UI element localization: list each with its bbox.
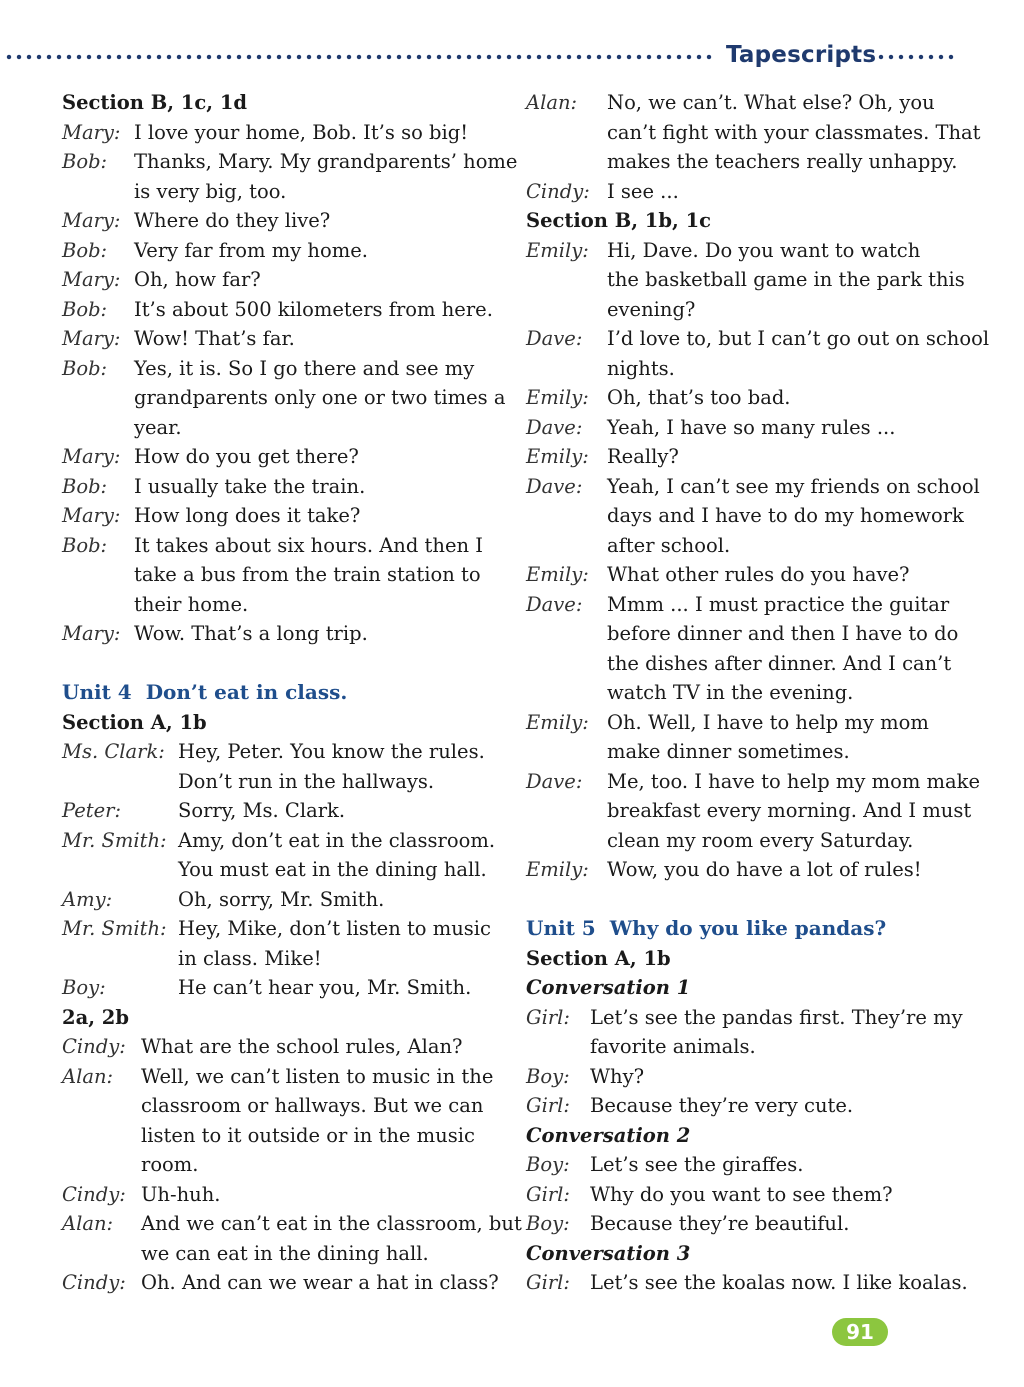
- speaker-name: Bob:: [62, 533, 108, 557]
- dialogue-line: I usually take the train.: [134, 474, 366, 498]
- dialogue-line: the dishes after dinner. And I can’t: [607, 651, 952, 675]
- dialogue-line: can’t fight with your classmates. That: [607, 120, 981, 144]
- speaker-name: Dave:: [526, 769, 583, 793]
- speaker-name: Mr. Smith:: [62, 917, 167, 940]
- speaker-name: Emily:: [526, 238, 589, 262]
- speaker-name: Boy:: [526, 1064, 570, 1088]
- speaker-name: Cindy:: [526, 179, 590, 203]
- dialogue-line: Where do they live?: [134, 209, 331, 232]
- dialogue-line: I’d love to, but I can’t go out on school: [607, 327, 990, 350]
- speaker-name: Emily:: [526, 563, 589, 586]
- dialogue-line: Let’s see the pandas first. They’re my: [590, 1005, 963, 1029]
- dialogue-line: Hey, Mike, don’t listen to music: [178, 917, 491, 940]
- speaker-name: Boy:: [526, 1153, 570, 1176]
- dialogue-line: Sorry, Ms. Clark.: [178, 799, 346, 822]
- dialogue-line: Amy, don’t eat in the classroom.: [178, 828, 496, 852]
- dialogue-line: favorite animals.: [590, 1035, 756, 1058]
- dialogue-line: before dinner and then I have to do: [607, 622, 959, 645]
- dialogue-line: Yeah, I can’t see my friends on school: [607, 474, 980, 498]
- section-heading: 2a, 2b: [62, 1005, 129, 1029]
- dotted-rule-right: [876, 54, 954, 60]
- dialogue-line: No, we can’t. What else? Oh, you: [607, 91, 935, 114]
- dialogue-line: in class. Mike!: [178, 946, 322, 970]
- dialogue-line: after school.: [607, 533, 731, 557]
- speaker-name: Bob:: [62, 356, 108, 380]
- dialogue-line: Oh. And can we wear a hat in class?: [141, 1271, 499, 1294]
- dialogue-line: Let’s see the koalas now. I like koalas.: [590, 1271, 968, 1294]
- unit-title: Don’t eat in class.: [145, 680, 348, 704]
- dialogue-line: How do you get there?: [134, 445, 359, 468]
- speaker-name: Mary:: [62, 268, 121, 291]
- speaker-name: Emily:: [526, 386, 589, 409]
- dialogue-line: clean my room every Saturday.: [607, 828, 914, 852]
- dialogue-line: Very far from my home.: [134, 238, 368, 262]
- speaker-name: Dave:: [526, 415, 583, 439]
- unit-heading: [62, 678, 347, 708]
- speaker-name: Mary:: [62, 327, 121, 350]
- speaker-name: Bob:: [62, 297, 108, 321]
- dialogue-line: Thanks, Mary. My grandparents’ home: [134, 150, 518, 173]
- page-number: 91: [832, 1318, 888, 1346]
- dialogue-line: classroom or hallways. But we can: [141, 1094, 484, 1117]
- speaker-name: Cindy:: [62, 1182, 126, 1206]
- dialogue-line: Me, too. I have to help my mom make: [607, 769, 981, 793]
- dialogue-line: Let’s see the giraffes.: [590, 1153, 804, 1176]
- dialogue-line: It’s about 500 kilometers from here.: [134, 297, 493, 321]
- section-heading: Section A, 1b: [526, 946, 671, 970]
- dialogue-line: their home.: [134, 592, 249, 616]
- speaker-name: Cindy:: [62, 1035, 126, 1058]
- section-heading: Section A, 1b: [62, 710, 207, 734]
- dialogue-line: Why do you want to see them?: [590, 1182, 893, 1206]
- dialogue-line: You must eat in the dining hall.: [178, 858, 487, 881]
- speaker-name: Dave:: [526, 592, 583, 616]
- dialogue-line: we can eat in the dining hall.: [141, 1241, 429, 1265]
- dialogue-line: Wow! That’s far.: [134, 327, 295, 350]
- page-header: [0, 40, 1024, 76]
- conversation-heading: Conversation 2: [526, 1123, 691, 1147]
- unit-label: Unit 5: [526, 916, 596, 940]
- speaker-name: Bob:: [62, 238, 108, 262]
- speaker-name: Bob:: [62, 474, 108, 498]
- dialogue-line: It takes about six hours. And then I: [134, 533, 483, 557]
- speaker-name: Dave:: [526, 474, 583, 498]
- speaker-name: Girl:: [526, 1005, 570, 1029]
- dialogue-line: Mmm ... I must practice the guitar: [607, 592, 950, 616]
- dialogue-line: the basketball game in the park this: [607, 268, 965, 291]
- conversation-heading: Conversation 1: [526, 976, 691, 999]
- unit-heading: [526, 914, 886, 944]
- speaker-name: Mary:: [62, 445, 121, 468]
- speaker-name: Emily:: [526, 445, 589, 468]
- dotted-rule-left: [4, 54, 716, 60]
- speaker-name: Mary:: [62, 209, 121, 232]
- dialogue-line: is very big, too.: [134, 179, 287, 203]
- dialogue-line: listen to it outside or in the music: [141, 1123, 475, 1147]
- speaker-name: Dave:: [526, 327, 583, 350]
- section-heading: Section B, 1c, 1d: [62, 91, 248, 114]
- dialogue-line: Wow. That’s a long trip.: [134, 622, 368, 645]
- dialogue-line: Really?: [607, 445, 679, 468]
- section-heading: Section B, 1b, 1c: [526, 209, 712, 232]
- unit-label: Unit 4: [62, 680, 132, 704]
- speaker-name: Mr. Smith:: [62, 828, 167, 852]
- dialogue-line: Hi, Dave. Do you want to watch: [607, 238, 921, 262]
- dialogue-line: room.: [141, 1153, 199, 1176]
- speaker-name: Mary:: [62, 622, 121, 645]
- speaker-name: Alan:: [526, 91, 578, 114]
- speaker-name: Alan:: [62, 1064, 114, 1088]
- speaker-name: Boy:: [62, 976, 106, 999]
- dialogue-line: Why?: [590, 1064, 645, 1088]
- dialogue-line: Oh, sorry, Mr. Smith.: [178, 887, 385, 911]
- dialogue-line: breakfast every morning. And I must: [607, 799, 972, 822]
- speaker-name: Mary:: [62, 120, 121, 144]
- dialogue-line: How long does it take?: [134, 504, 361, 527]
- dialogue-line: watch TV in the evening.: [607, 681, 854, 704]
- header-title: Tapescripts: [726, 42, 877, 68]
- dialogue-line: He can’t hear you, Mr. Smith.: [178, 976, 472, 999]
- dialogue-line: Yes, it is. So I go there and see my: [134, 356, 475, 380]
- conversation-heading: Conversation 3: [526, 1241, 691, 1265]
- speaker-name: Girl:: [526, 1094, 570, 1117]
- dialogue-line: Well, we can’t listen to music in the: [141, 1064, 494, 1088]
- dialogue-line: What are the school rules, Alan?: [141, 1035, 463, 1058]
- speaker-name: Emily:: [526, 858, 589, 881]
- speaker-name: Mary:: [62, 504, 121, 527]
- dialogue-line: take a bus from the train station to: [134, 563, 481, 586]
- dialogue-line: Don’t run in the hallways.: [178, 769, 435, 793]
- speaker-name: Amy:: [62, 887, 113, 911]
- dialogue-line: Uh-huh.: [141, 1182, 221, 1206]
- dialogue-line: I love your home, Bob. It’s so big!: [134, 120, 469, 144]
- dialogue-line: Hey, Peter. You know the rules.: [178, 740, 485, 763]
- speaker-name: Peter:: [62, 799, 122, 822]
- speaker-name: Boy:: [526, 1212, 570, 1235]
- speaker-name: Ms. Clark:: [62, 740, 165, 763]
- dialogue-line: Because they’re very cute.: [590, 1094, 854, 1117]
- dialogue-line: Yeah, I have so many rules ...: [607, 415, 896, 439]
- dialogue-line: Wow, you do have a lot of rules!: [607, 858, 922, 881]
- dialogue-line: Because they’re beautiful.: [590, 1212, 850, 1235]
- speaker-name: Cindy:: [62, 1271, 126, 1294]
- dialogue-line: I see ...: [607, 179, 679, 203]
- speaker-name: Bob:: [62, 150, 108, 173]
- unit-title: Why do you like pandas?: [609, 916, 887, 940]
- dialogue-line: Oh. Well, I have to help my mom: [607, 710, 929, 734]
- dialogue-line: days and I have to do my homework: [607, 504, 964, 527]
- dialogue-line: makes the teachers really unhappy.: [607, 150, 958, 173]
- dialogue-line: Oh, how far?: [134, 268, 261, 291]
- speaker-name: Emily:: [526, 710, 589, 734]
- dialogue-line: Oh, that’s too bad.: [607, 386, 791, 409]
- dialogue-line: nights.: [607, 356, 675, 380]
- speaker-name: Girl:: [526, 1182, 570, 1206]
- speaker-name: Alan:: [62, 1212, 114, 1235]
- dialogue-line: evening?: [607, 297, 696, 321]
- speaker-name: Girl:: [526, 1271, 570, 1294]
- dialogue-line: What other rules do you have?: [607, 563, 910, 586]
- dialogue-line: grandparents only one or two times a: [134, 386, 506, 409]
- dialogue-line: make dinner sometimes.: [607, 740, 850, 763]
- dialogue-line: year.: [134, 415, 182, 439]
- dialogue-line: And we can’t eat in the classroom, but: [141, 1212, 522, 1235]
